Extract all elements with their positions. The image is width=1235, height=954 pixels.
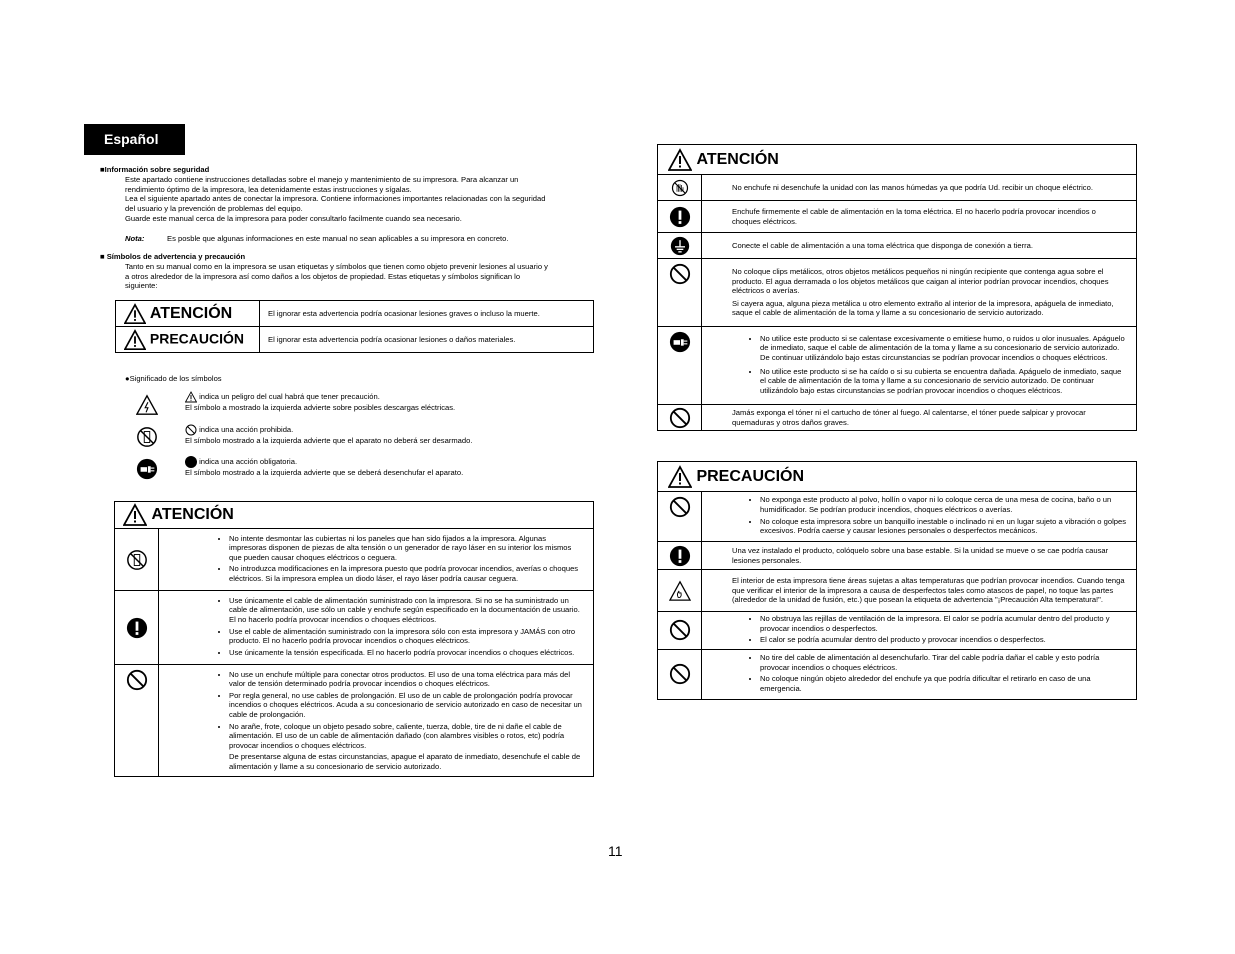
meaning-item-a: indica un peligro del cual habrá que tener precaución. [199, 392, 380, 401]
right-atencion-table [657, 144, 1137, 431]
left-atencion-table [114, 501, 594, 777]
safety-info-section [100, 165, 620, 244]
note-text: Es posble que algunas informaciones en este manual no sean aplicables a su impresora en concreto. [167, 233, 509, 243]
warning-item: • No utilice este producto si se calentase excesivamente o emitiese humo, o ruidos u olor inusuales. Apáguelo de inmediato, saque el cable de alimentación de la toma y llame a su concesionario de servicio autorizado. De continuar utilizándolo bajo estas circunstancias se podrían provocar incendios o choques eléctricos. [760, 334, 1126, 363]
warning-item: Si cayera agua, alguna pieza metálica u otro elemento extraño al interior de la impresora, apáguela de inmediato, saque el cable de alimentación de la toma y llame a su concesionario de servicio autorizado. [732, 298, 1114, 318]
warning-item: • No arañe, frote, coloque un objeto pesado sobre, caliente, tuerza, doble, tire de ni dañe el cable de alimentación. El uso de un cable de alimentación dañado (con alambres visibles o rotos, etc) podría provocar incendios o choques eléctricos. [229, 722, 583, 751]
precaucion-meaning: El ignorar esta advertencia podría ocasionar lesiones o daños materiales. [260, 327, 594, 353]
warning-item: No coloque clips metálicos, otros objetos metálicos pequeños ni ningún recipiente que contenga agua sobre el producto. El agua derramada o los objetos metálicos que caigan al interior podrían provocar incendios, choques eléctricos o averías. [732, 267, 1109, 296]
symbols-title: ■ Símbolos de advertencia y precaución [100, 252, 246, 261]
prohibition-icon [669, 263, 691, 285]
left-atencion-title: ATENCIÓN [151, 506, 234, 524]
info-line: Lea el siguiente apartado antes de conectar la impresora. Contiene informaciones importantes relacionadas con la seguridad [125, 194, 546, 204]
meaning-item-b: El símbolo mostrado a la izquierda advierte que se deberá desenchufar el aparato. [185, 468, 464, 477]
meaning-item-a: indica una acción prohibida. [199, 425, 294, 434]
right-atencion-title: ATENCIÓN [696, 150, 779, 168]
info-line: Este apartado contiene instrucciones detalladas sobre el manejo y mantenimiento de su impresora. Para alcanzar un [125, 174, 519, 184]
symbols-line: Tanto en su manual como en la impresora se usan etiquetas y símbolos que tienen como objeto prevenir lesiones al usuario y [125, 261, 548, 271]
mandatory-action-icon [669, 545, 691, 567]
caution-triangle-icon [185, 391, 197, 403]
right-precaucion-title: PRECAUCIÓN [696, 467, 805, 485]
caution-item: • El calor se podría acumular dentro del producto y provocar incendios o desperfectos. [760, 635, 1126, 645]
mandatory-action-icon [669, 206, 691, 228]
info-line: Guarde este manual cerca de la impresora para poder consultarlo facilmente cuando sea necesario. [125, 213, 462, 223]
ground-connection-icon [670, 236, 690, 256]
warning-triangle-icon [668, 465, 692, 489]
caution-item: • No coloque ningún objeto alrededor del enchufe ya que podría dificultar el retirarlo en caso de una emergencia. [760, 674, 1126, 693]
no-disassemble-icon [126, 549, 148, 571]
atencion-label: ATENCIÓN [149, 304, 233, 322]
right-precaucion-table [657, 461, 1137, 700]
signal-word-legend [115, 300, 594, 353]
symbols-line: siguiente: [125, 281, 158, 291]
electric-shock-icon [136, 394, 158, 416]
caution-item: • No obstruya las rejillas de ventilación de la impresora. El calor se podría acumular dentro del producto y provocar incendios o desperfectos. [760, 614, 1126, 633]
prohibition-icon [669, 663, 691, 685]
meaning-item [185, 391, 585, 413]
warning-item: • No utilice este producto si se ha caído o si su cubierta se encuentra dañada. Apáguelo de inmediato, saque el cable de alimentación de la toma y llame a su concesionario de servicio autorizado. De continuar utilizándolo bajo estas circunstancias se podrían provocar incendios o choques eléctricos. [760, 367, 1126, 396]
warning-item: No enchufe ni desenchufe la unidad con las manos húmedas ya que podría Ud. recibir un choque eléctrico. [702, 175, 1137, 201]
warning-item: • No introduzca modificaciones en la impresora puesto que podría provocar incendios, averías o choques eléctricos. Si la impresora emplea un diodo láser, el rayo láser podría causar ceguera. [229, 564, 583, 583]
prohibition-icon [669, 496, 691, 518]
caution-item: • No tire del cable de alimentación al desenchufarlo. Tirar del cable podría dañar el cable y esto podría provocar incendios o choques eléctricos. [760, 653, 1126, 672]
symbols-meaning-title: ●Significado de los símbolos [125, 374, 222, 383]
caution-item: Una vez instalado el producto, colóquelo sobre una base estable. Si la unidad se mueve o se cae podría causar lesiones personales. [702, 542, 1137, 570]
symbols-line: a otros alrededor de la impresora así como daños a los objetos de propiedad. Estas etiquetas y símbolos significan lo [125, 271, 521, 281]
meaning-item-a: indica una acción obligatoria. [199, 457, 298, 466]
caution-item: • No exponga este producto al polvo, hollín o vapor ni lo coloque cerca de una mesa de cocina, baño o un humidificador. Se podrían producir incendios, choques eléctricos o averías. [760, 495, 1126, 514]
note-label: Nota: [125, 233, 145, 243]
no-disassemble-icon [136, 426, 158, 448]
warning-item: • No use un enchufe múltiple para conectar otros productos. El uso de una toma eléctrica para más del valor de tensión determinado podría provocar incendios o choques eléctricos. [229, 670, 583, 689]
symbols-section [100, 252, 620, 291]
warning-triangle-icon [124, 303, 146, 325]
warning-triangle-icon [123, 503, 147, 527]
caution-item: • No coloque esta impresora sobre un banquillo inestable o inclinado ni en un lugar sujeto a vibración o golpes excesivos. Podría caerse y causar lesiones personales o desperfectos mecánicos. [760, 517, 1126, 536]
page-number: 11 [608, 843, 623, 859]
prohibition-icon [669, 619, 691, 641]
unplug-icon [136, 458, 158, 480]
warning-item: Jamás exponga el tóner ni el cartucho de tóner al fuego. Al calentarse, el tóner puede salpicar y provocar quemaduras y otros daños graves. [702, 405, 1137, 431]
info-line: rendimiento óptimo de la impresora, lea detenidamente estas instrucciones y sígalas. [125, 184, 412, 194]
language-badge: Español [84, 124, 185, 155]
prohibition-icon [126, 669, 148, 691]
hot-surface-icon [669, 580, 691, 602]
mandatory-action-icon [185, 456, 197, 468]
precaucion-label: PRECAUCIÓN [149, 330, 245, 347]
warning-item: Conecte el cable de alimentación a una toma eléctrica que disponga de conexión a tierra. [702, 233, 1137, 259]
warning-item: • Por regla general, no use cables de prolongación. El uso de un cable de prolongación podría provocar incendios o choques eléctricos. Acuda a su concesionario de servicio autorizado en caso de necesitar un cable de prolongación. [229, 691, 583, 720]
warning-followup: De presentarse alguna de estas circunstancias, apague el aparato de inmediato, desenchufe el cable de alimentación y llame a su concesionario de servicio autorizado. [229, 752, 581, 771]
safety-info-title: ■Información sobre seguridad [100, 165, 210, 174]
warning-item: • Use el cable de alimentación suministrado con la impresora sólo con esta impresora y JAMÁS con otro producto. El no hacerlo podría provocar incendios o choques eléctricos. [229, 627, 583, 646]
warning-triangle-icon [668, 148, 692, 172]
meaning-item-b: El símbolo a mostrado la izquierda advierte sobre posibles descargas eléctricas. [185, 403, 456, 412]
unplug-icon [669, 331, 691, 353]
caution-item: El interior de esta impresora tiene áreas sujetas a altas temperaturas que podrían provocar incendios. Cuando tenga que verificar el interior de la impresora a causa de desperfectos tales como atascos de papel, no toque las partes (alrededor de la unidad de fusión, etc.) que posean la etiqueta de advertencia "¡Precaución Alta temperatura!". [702, 570, 1137, 612]
warning-item: • Use únicamente la tensión especificada. El no hacerlo podría provocar incendios o choques eléctricos. [229, 648, 583, 658]
info-line: del usuario y la prevención de problemas del equipo. [125, 204, 303, 214]
no-wet-hands-icon [671, 179, 689, 197]
meaning-item-b: El símbolo mostrado a la izquierda advierte que el aparato no deberá ser desarmado. [185, 436, 473, 445]
warning-item: • No intente desmontar las cubiertas ni los paneles que han sido fijados a la impresora. Algunas impresoras disponen de piezas de alta tensión o un generador de rayo láser en su interior los mismos que pueden causar choques eléctricos o ceguera. [229, 534, 583, 563]
warning-item: Enchufe firmemente el cable de alimentación en la toma eléctrica. El no hacerlo podría provocar incendios o choques eléctricos. [702, 201, 1137, 233]
warning-item: • Use únicamente el cable de alimentación suministrado con la impresora. Si no se ha suministrado un cable de alimentación, use sólo un cable y enchufe según especificado en la documentación de usuario. El no hacerlo podría provocar incendios o choques eléctricos. [229, 596, 583, 625]
prohibition-icon [185, 424, 197, 436]
meaning-item [185, 456, 585, 478]
atencion-meaning: El ignorar esta advertencia podría ocasionar lesiones graves o incluso la muerte. [260, 301, 594, 327]
prohibition-icon [669, 407, 691, 429]
meaning-item [185, 424, 585, 446]
mandatory-action-icon [126, 617, 148, 639]
warning-triangle-icon [124, 329, 146, 351]
